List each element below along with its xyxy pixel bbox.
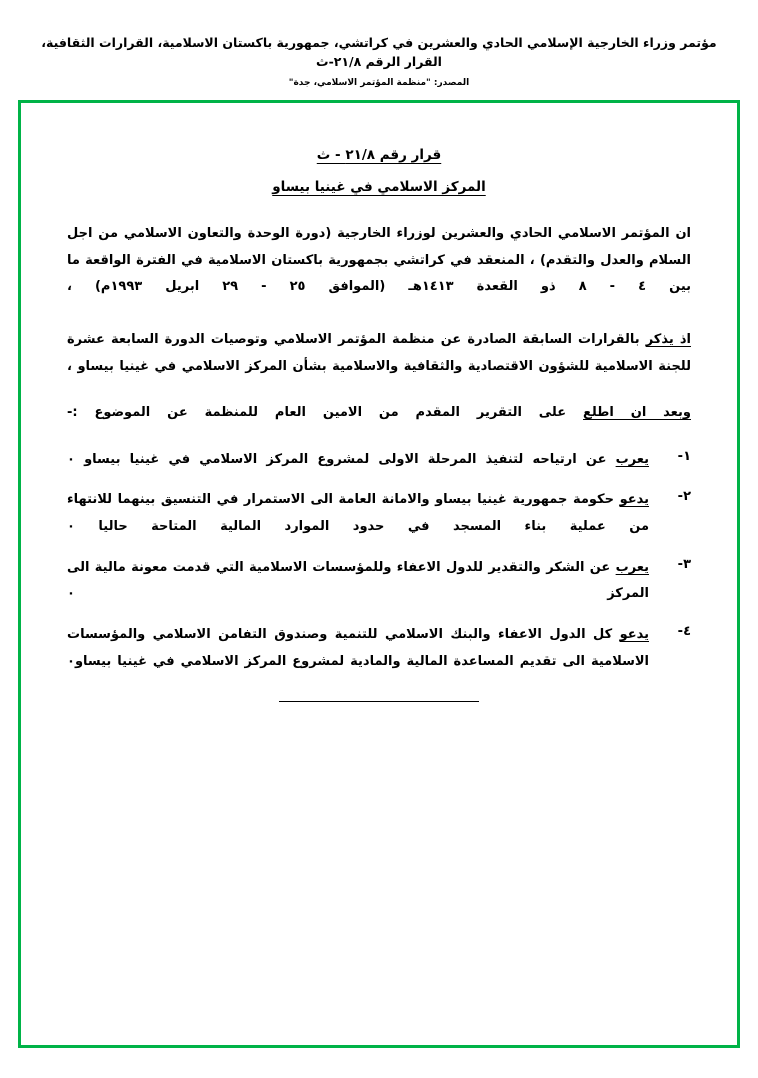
document-body xyxy=(21,103,737,722)
list-item xyxy=(67,487,691,540)
resolution-subject: المركز الاسلامي في غينيا بيساو xyxy=(272,179,486,195)
resolution-number: قرار رقم ٢١/٨ - ث xyxy=(316,147,442,163)
clause-lead: يعرب xyxy=(615,451,649,467)
review-lead: وبعد ان اطلع xyxy=(583,405,691,421)
list-item xyxy=(67,622,691,675)
header-source: المصدر: "منظمة المؤتمر الاسلامي، جدة" xyxy=(288,77,470,88)
clause-lead: يعرب xyxy=(615,559,649,575)
clause-lead: يدعو xyxy=(619,627,649,643)
preamble-paragraph: ان المؤتمر الاسلامي الحادي والعشرين لوزراء الخارجية (دورة الوحدة والتعاون الاسلامي من اجل السلام والعدل والتقدم) ، المنعقد في كراتشي بجمهورية باكستان الاسلامية في الفترة الواقعة ما بين ٤ - ٨ ذو القعدة ١٤١٣هـ (الموافق ٢٥ - ٢٩ ابريل ١٩٩٣م) ، xyxy=(67,226,692,295)
recall-paragraph xyxy=(67,327,691,380)
clause-body: حكومة جمهورية غينيا بيساو والامانة العامة الى الاستمرار في التنسيق بينهما للانتهاء من عملية بناء المسجد في حدود الموارد المالية المتاحة حاليا ٠ xyxy=(67,492,649,535)
clause-text xyxy=(67,487,649,540)
review-text: على التقرير المقدم من الامين العام للمنظمة عن الموضوع :- xyxy=(67,405,583,421)
clause-text xyxy=(67,555,649,608)
recall-lead: اذ يذكر xyxy=(645,331,691,347)
clause-text xyxy=(67,622,649,675)
clause-number: ٢- xyxy=(677,489,691,505)
clause-lead: يدعو xyxy=(619,492,649,508)
clause-body: عن الشكر والتقدير للدول الاعفاء وللمؤسسات الاسلامية التي قدمت معونة مالية الى المركز ٠ xyxy=(67,559,649,602)
clause-number: ٣- xyxy=(677,556,691,572)
clause-list xyxy=(67,447,691,675)
list-item xyxy=(67,555,691,608)
page-header xyxy=(0,0,758,88)
clause-body: عن ارتياحه لتنفيذ المرحلة الاولى لمشروع المركز الاسلامي في غينيا بيساو ٠ xyxy=(67,451,616,467)
clause-number: ٤- xyxy=(677,624,691,640)
clause-number: ١- xyxy=(677,448,691,464)
recall-text: بالقرارات السابقة الصادرة عن منظمة المؤتمر الاسلامي وتوصيات الدورة السابعة عشرة للجنة الاسلامية للشؤون الاقتصادية والثقافية والاسلامية بشأن المركز الاسلامي في غينيا بيساو ، xyxy=(67,331,691,374)
header-title: مؤتمر وزراء الخارجية الإسلامي الحادي والعشرين في كراتشي، جمهورية باكستان الاسلامية، القرارات الثقافية، القرار الرقم ٢١/٨-ث xyxy=(41,35,717,69)
clause-text xyxy=(67,447,649,474)
review-paragraph xyxy=(67,400,691,427)
clause-body: كل الدول الاعفاء والبنك الاسلامي للتنمية وصندوق التفامن الاسلامي والمؤسسات الاسلامية الى تقديم المساعدة المالية والمادية لمشروع المركز الاسلامي في غينيا بيساو٠ xyxy=(67,627,649,669)
list-item xyxy=(67,447,691,474)
end-rule xyxy=(279,701,479,702)
document-frame xyxy=(18,100,740,1048)
